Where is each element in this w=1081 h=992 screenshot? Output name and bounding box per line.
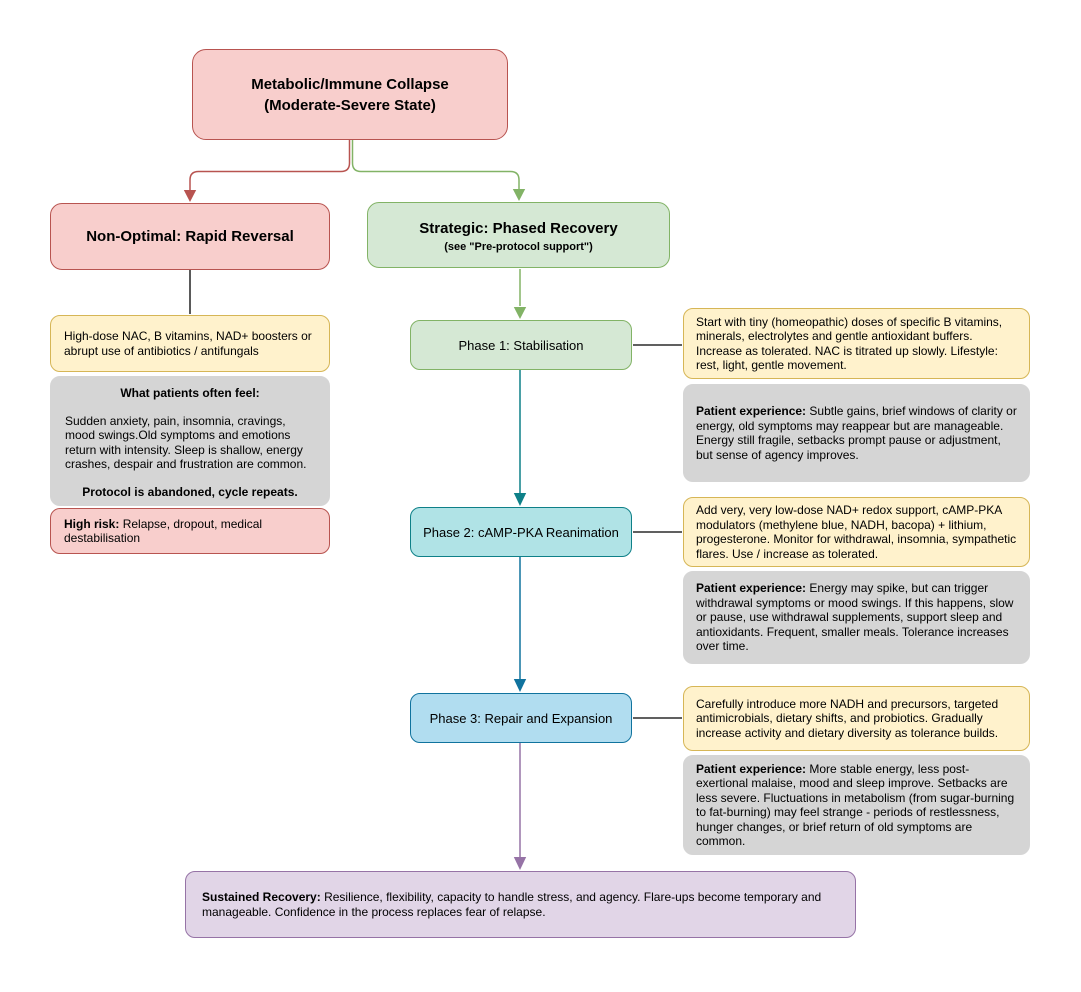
risk-body: Relapse, dropout, medical destabilisation	[64, 516, 263, 545]
risk-text	[64, 517, 316, 546]
phase1-experience-label: Patient experience:	[696, 404, 807, 418]
arrowhead-phase2	[514, 493, 526, 506]
root-title-line1: Metabolic/Immune Collapse	[251, 75, 449, 93]
node-left-risk	[50, 508, 330, 554]
outcome-label: Sustained Recovery:	[202, 890, 321, 904]
arrowhead-nonoptimal	[184, 190, 196, 202]
arrowhead-strategic	[513, 189, 525, 201]
phase3-experience-label: Patient experience:	[696, 761, 807, 776]
arrowhead-phase3	[514, 679, 526, 692]
node-phase3	[410, 693, 632, 743]
patient-feel-footer: Protocol is abandoned, cycle repeats.	[82, 484, 298, 499]
strategic-subtitle: (see "Pre-protocol support")	[444, 240, 593, 253]
note-phase2-experience	[683, 571, 1030, 664]
root-title-line2: (Moderate-Severe State)	[264, 96, 436, 114]
phase1-experience-text	[696, 404, 1017, 462]
node-left-patient-feel	[50, 376, 330, 506]
note-phase3-experience	[683, 755, 1030, 855]
note-phase1-protocol	[683, 308, 1030, 379]
node-phase1	[410, 320, 632, 370]
arrowhead-outcome	[514, 857, 526, 870]
phase3-experience-text	[696, 762, 1017, 849]
phase2-experience-text	[696, 581, 1017, 654]
note-phase3-protocol	[683, 686, 1030, 751]
edge-root-to-strategic	[353, 140, 520, 189]
node-outcome	[185, 871, 856, 938]
phase1-protocol-text: Start with tiny (homeopathic) doses of specific B vitamins, minerals, electrolytes and gentle antioxidant buffers. Increase as tolerated. NAC is titrated up slowly. Lifestyle: rest, light, gentle movement.	[696, 314, 1003, 372]
patient-feel-body: Sudden anxiety, pain, insomnia, cravings, mood swings.Old symptoms and emotions return with intensity. Sleep is shallow, energy crashes, despair and frustration are common.	[65, 413, 307, 471]
phase3-protocol-text: Carefully introduce more NADH and precursors, targeted antimicrobials, dietary shifts, and probiotics. Gradually increase activity and dietary diversity as tolerance builds.	[696, 696, 999, 740]
node-phase2	[410, 507, 632, 557]
phase3-label: Phase 3: Repair and Expansion	[429, 710, 613, 726]
strategic-title: Strategic: Phased Recovery	[419, 219, 618, 237]
left-intervention-text: High-dose NAC, B vitamins, NAD+ boosters or abrupt use of antibiotics / antifungals	[64, 329, 312, 358]
outcome-text	[202, 890, 839, 919]
risk-label: High risk:	[64, 516, 120, 531]
phase1-label: Phase 1: Stabilisation	[458, 337, 584, 353]
node-left-intervention	[50, 315, 330, 372]
edge-root-to-nonoptimal	[190, 140, 350, 190]
node-root	[192, 49, 508, 140]
phase2-label: Phase 2: cAMP-PKA Reanimation	[423, 524, 619, 540]
node-nonoptimal	[50, 203, 330, 270]
note-phase2-protocol	[683, 497, 1030, 567]
phase3-experience-body: More stable energy, less post-exertional malaise, mood and sleep improve. Setbacks are less severe. Fluctuations in metabolism (from sugar-burning to fat-burning) may feel strange - periods of restlessness, hunger changes, or brief return of old symptoms are common.	[696, 761, 1015, 848]
phase1-experience-body: Subtle gains, brief windows of clarity or energy, old symptoms may reappear but are manageable. Energy still fragile, setbacks prompt pause or adjustment, but sense of agency improves.	[696, 404, 1017, 462]
nonoptimal-title: Non-Optimal: Rapid Reversal	[86, 228, 294, 245]
arrowhead-phase1	[514, 307, 526, 319]
patient-feel-heading: What patients often feel:	[120, 386, 260, 400]
note-phase1-experience	[683, 384, 1030, 482]
phase2-protocol-text: Add very, very low-dose NAD+ redox support, cAMP-PKA modulators (methylene blue, NADH, bacopa) + lithium, progesterone. Monitor for withdrawal, insomnia, sympathetic flares. Use / increase as tolerated.	[696, 503, 1017, 561]
node-strategic	[367, 202, 670, 268]
outcome-body: Resilience, flexibility, capacity to handle stress, and agency. Flare-ups become temporary and manageable. Confidence in the process replaces fear of relapse.	[202, 890, 822, 919]
phase2-experience-label: Patient experience:	[696, 581, 807, 596]
phase2-experience-body: Energy may spike, but can trigger withdrawal symptoms or mood swings. If this happens, slow or pause, use withdrawal supplements, support sleep and antioxidants. Frequent, smaller meals. Tolerance increases over time.	[696, 581, 1014, 654]
